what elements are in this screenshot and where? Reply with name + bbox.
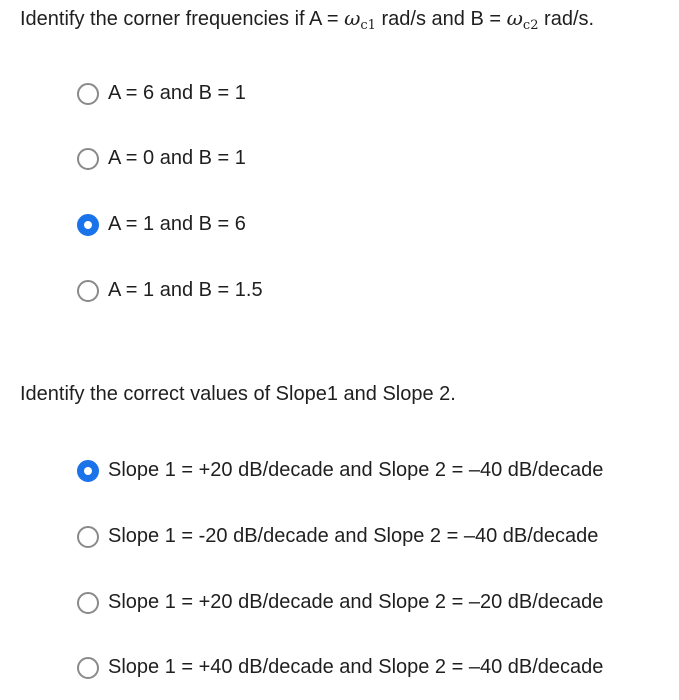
question-1-text-part1: Identify the corner frequencies if A = (20, 8, 345, 30)
omega-subscript-c1: c1 (360, 18, 376, 33)
q1-option-2[interactable] (77, 147, 246, 170)
radio-button-selected[interactable] (77, 460, 99, 482)
omega-c2-symbol (506, 6, 539, 33)
omega-glyph: ω (344, 6, 361, 30)
radio-button[interactable] (77, 657, 99, 679)
radio-button[interactable] (77, 83, 99, 105)
option-label: Slope 1 = +20 dB/decade and Slope 2 = –40 dB/decade (108, 459, 604, 481)
option-label: Slope 1 = +20 dB/decade and Slope 2 = –20 dB/decade (108, 591, 604, 613)
option-label: A = 0 and B = 1 (108, 147, 246, 169)
question-1-text-part3: rad/s. (538, 8, 595, 30)
option-label: A = 1 and B = 1.5 (108, 279, 263, 301)
question-2-prompt: Identify the correct values of Slope1 and Slope 2. (20, 383, 456, 405)
option-label: A = 6 and B = 1 (108, 82, 246, 104)
radio-button[interactable] (77, 592, 99, 614)
q1-option-4[interactable] (77, 279, 263, 302)
q1-option-3[interactable] (77, 213, 246, 236)
q2-option-2[interactable] (77, 525, 598, 548)
q2-option-4[interactable] (77, 656, 603, 679)
option-label: Slope 1 = +40 dB/decade and Slope 2 = –40 dB/decade (108, 656, 604, 678)
question-1-text-part2: rad/s and B = (375, 8, 507, 30)
omega-c1-symbol (344, 6, 376, 33)
radio-button[interactable] (77, 526, 99, 548)
radio-button-selected[interactable] (77, 214, 99, 236)
q2-option-1[interactable] (77, 459, 603, 482)
omega-subscript-c2: c2 (522, 18, 539, 33)
question-1-prompt (20, 6, 594, 31)
omega-glyph: ω (506, 6, 523, 30)
radio-button[interactable] (77, 280, 99, 302)
radio-button[interactable] (77, 148, 99, 170)
option-label: A = 1 and B = 6 (108, 213, 246, 235)
option-label: Slope 1 = -20 dB/decade and Slope 2 = –40 dB/decade (108, 525, 599, 547)
q1-option-1[interactable] (77, 82, 246, 105)
q2-option-3[interactable] (77, 591, 603, 614)
